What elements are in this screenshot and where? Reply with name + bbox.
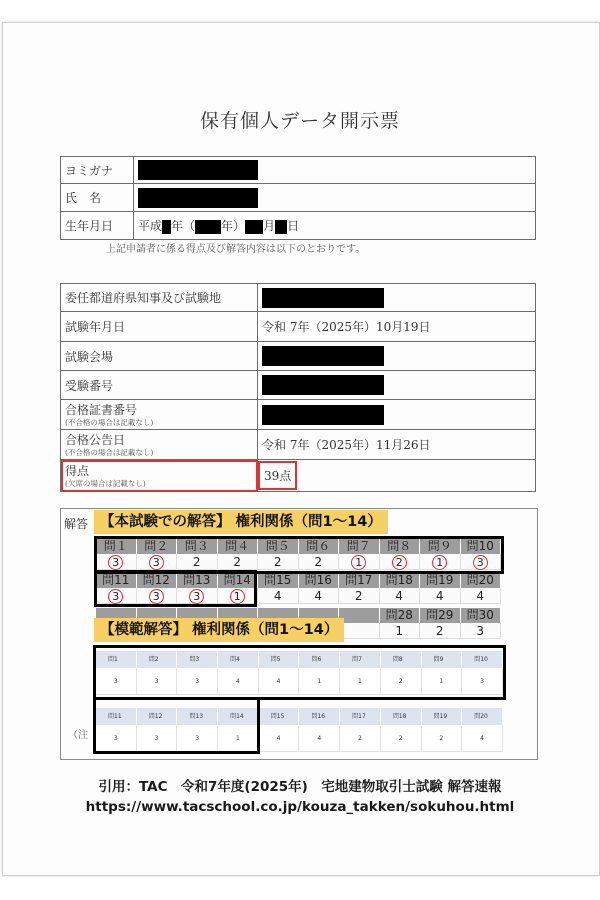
answer-circle: 3 <box>108 589 123 604</box>
question-header: 問10 <box>461 539 502 554</box>
certificate-number-sub: (不合格の場合は記載なし) <box>65 418 154 427</box>
model-question-header: 問8 <box>381 651 422 668</box>
score-title: 得点 <box>65 464 90 478</box>
name-value <box>134 184 536 212</box>
question-header: 問８ <box>380 539 421 554</box>
birthdate-label: 生年月日 <box>61 212 134 240</box>
model-frame-q11-14 <box>93 697 260 754</box>
model-question-header: 問1 <box>96 651 137 668</box>
redaction-bar <box>162 220 171 234</box>
model-question-header: 問15 <box>259 708 300 725</box>
score-value-cell <box>258 460 536 492</box>
citation-line-1: 引用：TAC 令和7年度(2025年) 宅地建物取引士試験 解答速報 <box>98 779 502 795</box>
exam-info-table <box>60 283 536 492</box>
model-answer-cell: 3 <box>177 725 218 752</box>
answer-cell: 2 <box>258 554 299 570</box>
birth-era: 平成 <box>138 219 163 233</box>
model-answer-cell: 4 <box>259 725 300 752</box>
redaction-bar <box>262 405 384 425</box>
score-value: 39点 <box>258 461 297 490</box>
birth-western-year: 年） <box>221 219 246 233</box>
redaction-bar <box>138 188 258 208</box>
answer-circle: 1 <box>230 589 245 604</box>
question-header: 問７ <box>339 539 380 554</box>
answer-cell: 2 <box>420 623 461 639</box>
redaction-bar <box>138 160 258 180</box>
question-header: 問６ <box>299 539 340 554</box>
model-answer-cell: 3 <box>96 668 137 695</box>
model-question-header: 問18 <box>381 708 422 725</box>
certificate-number-label <box>61 400 258 430</box>
prefecture-label: 委任都道府県知事及び試験地 <box>61 284 258 312</box>
yomigana-value <box>134 157 536 184</box>
model-question-header: 問5 <box>259 651 300 668</box>
model-answers-banner: 【模範解答】 権利関係（問1〜14） <box>94 618 344 642</box>
model-answer-cell: 2 <box>422 725 463 752</box>
answer-circle: 3 <box>149 589 164 604</box>
model-answer-cell: 1 <box>218 725 259 752</box>
question-header: 問11 <box>96 573 137 588</box>
highlight-frame-q1-10 <box>94 536 504 574</box>
answers-footnote: （注 <box>68 730 88 741</box>
examinee-number-value <box>258 371 536 400</box>
birth-month-unit: 月 <box>263 219 276 233</box>
model-answer-cell: 2 <box>381 668 422 695</box>
answer-cell: 4 <box>380 588 421 604</box>
model-answer-cell: 3 <box>137 725 178 752</box>
question-header: 問15 <box>258 573 299 588</box>
question-header: 問９ <box>420 539 461 554</box>
model-question-header: 問14 <box>218 708 259 725</box>
answer-cell: 2 <box>299 554 340 570</box>
answer-cell: 4 <box>420 588 461 604</box>
answer-cell <box>339 623 380 639</box>
answers-label: 解答 <box>64 517 89 531</box>
question-header: 問14 <box>218 573 259 588</box>
answer-cell: 4 <box>461 588 502 604</box>
score-label <box>61 460 258 492</box>
model-question-header: 問12 <box>137 708 178 725</box>
name-label: 氏 名 <box>61 184 134 212</box>
question-header: 問１ <box>96 539 137 554</box>
answer-cell: 2 <box>177 554 218 570</box>
exam-date-value: 令和 7年（2025年）10月19日 <box>258 312 536 342</box>
score-sub: (欠席の場合は記載なし) <box>65 479 146 488</box>
citation-url[interactable]: https://www.tacschool.co.jp/kouza_takken/sokuhou.html <box>85 799 515 815</box>
certificate-number-value <box>258 400 536 430</box>
model-answer-cell: 1 <box>422 668 463 695</box>
yomigana-label: ヨミガナ <box>61 157 134 184</box>
disclosure-note: 上記申請者に係る得点及び解答内容は以下のとおりです。 <box>106 244 366 255</box>
model-answer-cell: 3 <box>96 725 137 752</box>
model-answer-cell: 2 <box>340 725 381 752</box>
examinee-number-label: 受験番号 <box>61 371 258 400</box>
answer-circle: 3 <box>149 555 164 570</box>
exam-date-label: 試験年月日 <box>61 312 258 342</box>
model-answer-cell: 2 <box>381 725 422 752</box>
answer-circle: 2 <box>392 555 407 570</box>
question-header: 問13 <box>177 573 218 588</box>
page-title: 保有個人データ開示票 <box>199 110 400 132</box>
model-question-header: 問2 <box>137 651 178 668</box>
model-answer-cell: 1 <box>340 668 381 695</box>
birthdate-value <box>134 212 536 240</box>
applicant-table <box>60 156 536 240</box>
birth-year-unit: 年 <box>171 219 184 233</box>
redaction-bar <box>275 220 287 234</box>
model-question-header: 問7 <box>340 651 381 668</box>
answer-circle: 1 <box>432 555 447 570</box>
announcement-date-label <box>61 430 258 460</box>
question-header: 問５ <box>258 539 299 554</box>
model-frame-q1-10 <box>93 645 506 700</box>
model-question-header: 問10 <box>462 651 503 668</box>
answer-cell: 3 <box>461 623 502 639</box>
model-answer-cell: 1 <box>299 668 340 695</box>
model-answer-cell: 3 <box>177 668 218 695</box>
model-answer-cell: 4 <box>218 668 259 695</box>
question-header: 問28 <box>380 608 421 623</box>
announcement-date-title: 合格公告日 <box>65 433 126 447</box>
venue-value <box>258 342 536 371</box>
model-answer-cell: 3 <box>137 668 178 695</box>
model-answer-cell: 3 <box>462 668 503 695</box>
model-question-header: 問3 <box>177 651 218 668</box>
answer-cell: 4 <box>258 588 299 604</box>
model-question-header: 問19 <box>422 708 463 725</box>
birth-paren: （ <box>183 219 196 233</box>
prefecture-value <box>258 284 536 312</box>
question-header: 問17 <box>339 573 380 588</box>
highlight-frame-q11-14 <box>94 570 257 607</box>
redaction-bar <box>245 220 263 234</box>
model-answer-cell: 4 <box>299 725 340 752</box>
answer-cell: 1 <box>380 623 421 639</box>
redaction-bar <box>195 220 221 234</box>
announcement-date-sub: (不合格の場合は記載なし) <box>65 448 154 457</box>
question-header: 問29 <box>420 608 461 623</box>
actual-answers-banner: 【本試験での解答】 権利関係（問1〜14） <box>94 510 388 534</box>
question-header: 問３ <box>177 539 218 554</box>
model-question-header: 問9 <box>422 651 463 668</box>
answer-circle: 3 <box>108 555 123 570</box>
model-answer-cell: 4 <box>259 668 300 695</box>
question-header <box>339 608 380 623</box>
redaction-bar <box>262 346 384 366</box>
model-question-header: 問13 <box>177 708 218 725</box>
question-header: 問30 <box>461 608 502 623</box>
question-header: 問16 <box>299 573 340 588</box>
question-header: 問19 <box>420 573 461 588</box>
answer-cell: 4 <box>299 588 340 604</box>
question-header: 問20 <box>461 573 502 588</box>
redaction-bar <box>262 288 384 308</box>
answer-circle: 3 <box>473 555 488 570</box>
model-question-header: 問6 <box>299 651 340 668</box>
model-answer-cell: 4 <box>462 725 503 752</box>
model-question-header: 問17 <box>340 708 381 725</box>
redaction-bar <box>262 375 384 395</box>
question-header: 問18 <box>380 573 421 588</box>
certificate-number-title: 合格証書番号 <box>65 403 138 417</box>
question-header: 問４ <box>218 539 259 554</box>
model-question-header: 問4 <box>218 651 259 668</box>
answer-cell: 2 <box>218 554 259 570</box>
question-header: 問２ <box>137 539 178 554</box>
answer-cell: 2 <box>339 588 380 604</box>
answer-circle: 1 <box>351 555 366 570</box>
venue-label: 試験会場 <box>61 342 258 371</box>
model-question-header: 問16 <box>299 708 340 725</box>
question-header: 問12 <box>137 573 178 588</box>
birth-day-unit: 日 <box>287 219 300 233</box>
answer-circle: 3 <box>189 589 204 604</box>
model-question-header: 問11 <box>96 708 137 725</box>
model-question-header: 問20 <box>462 708 503 725</box>
announcement-date-value: 令和 7年（2025年）11月26日 <box>258 430 536 460</box>
